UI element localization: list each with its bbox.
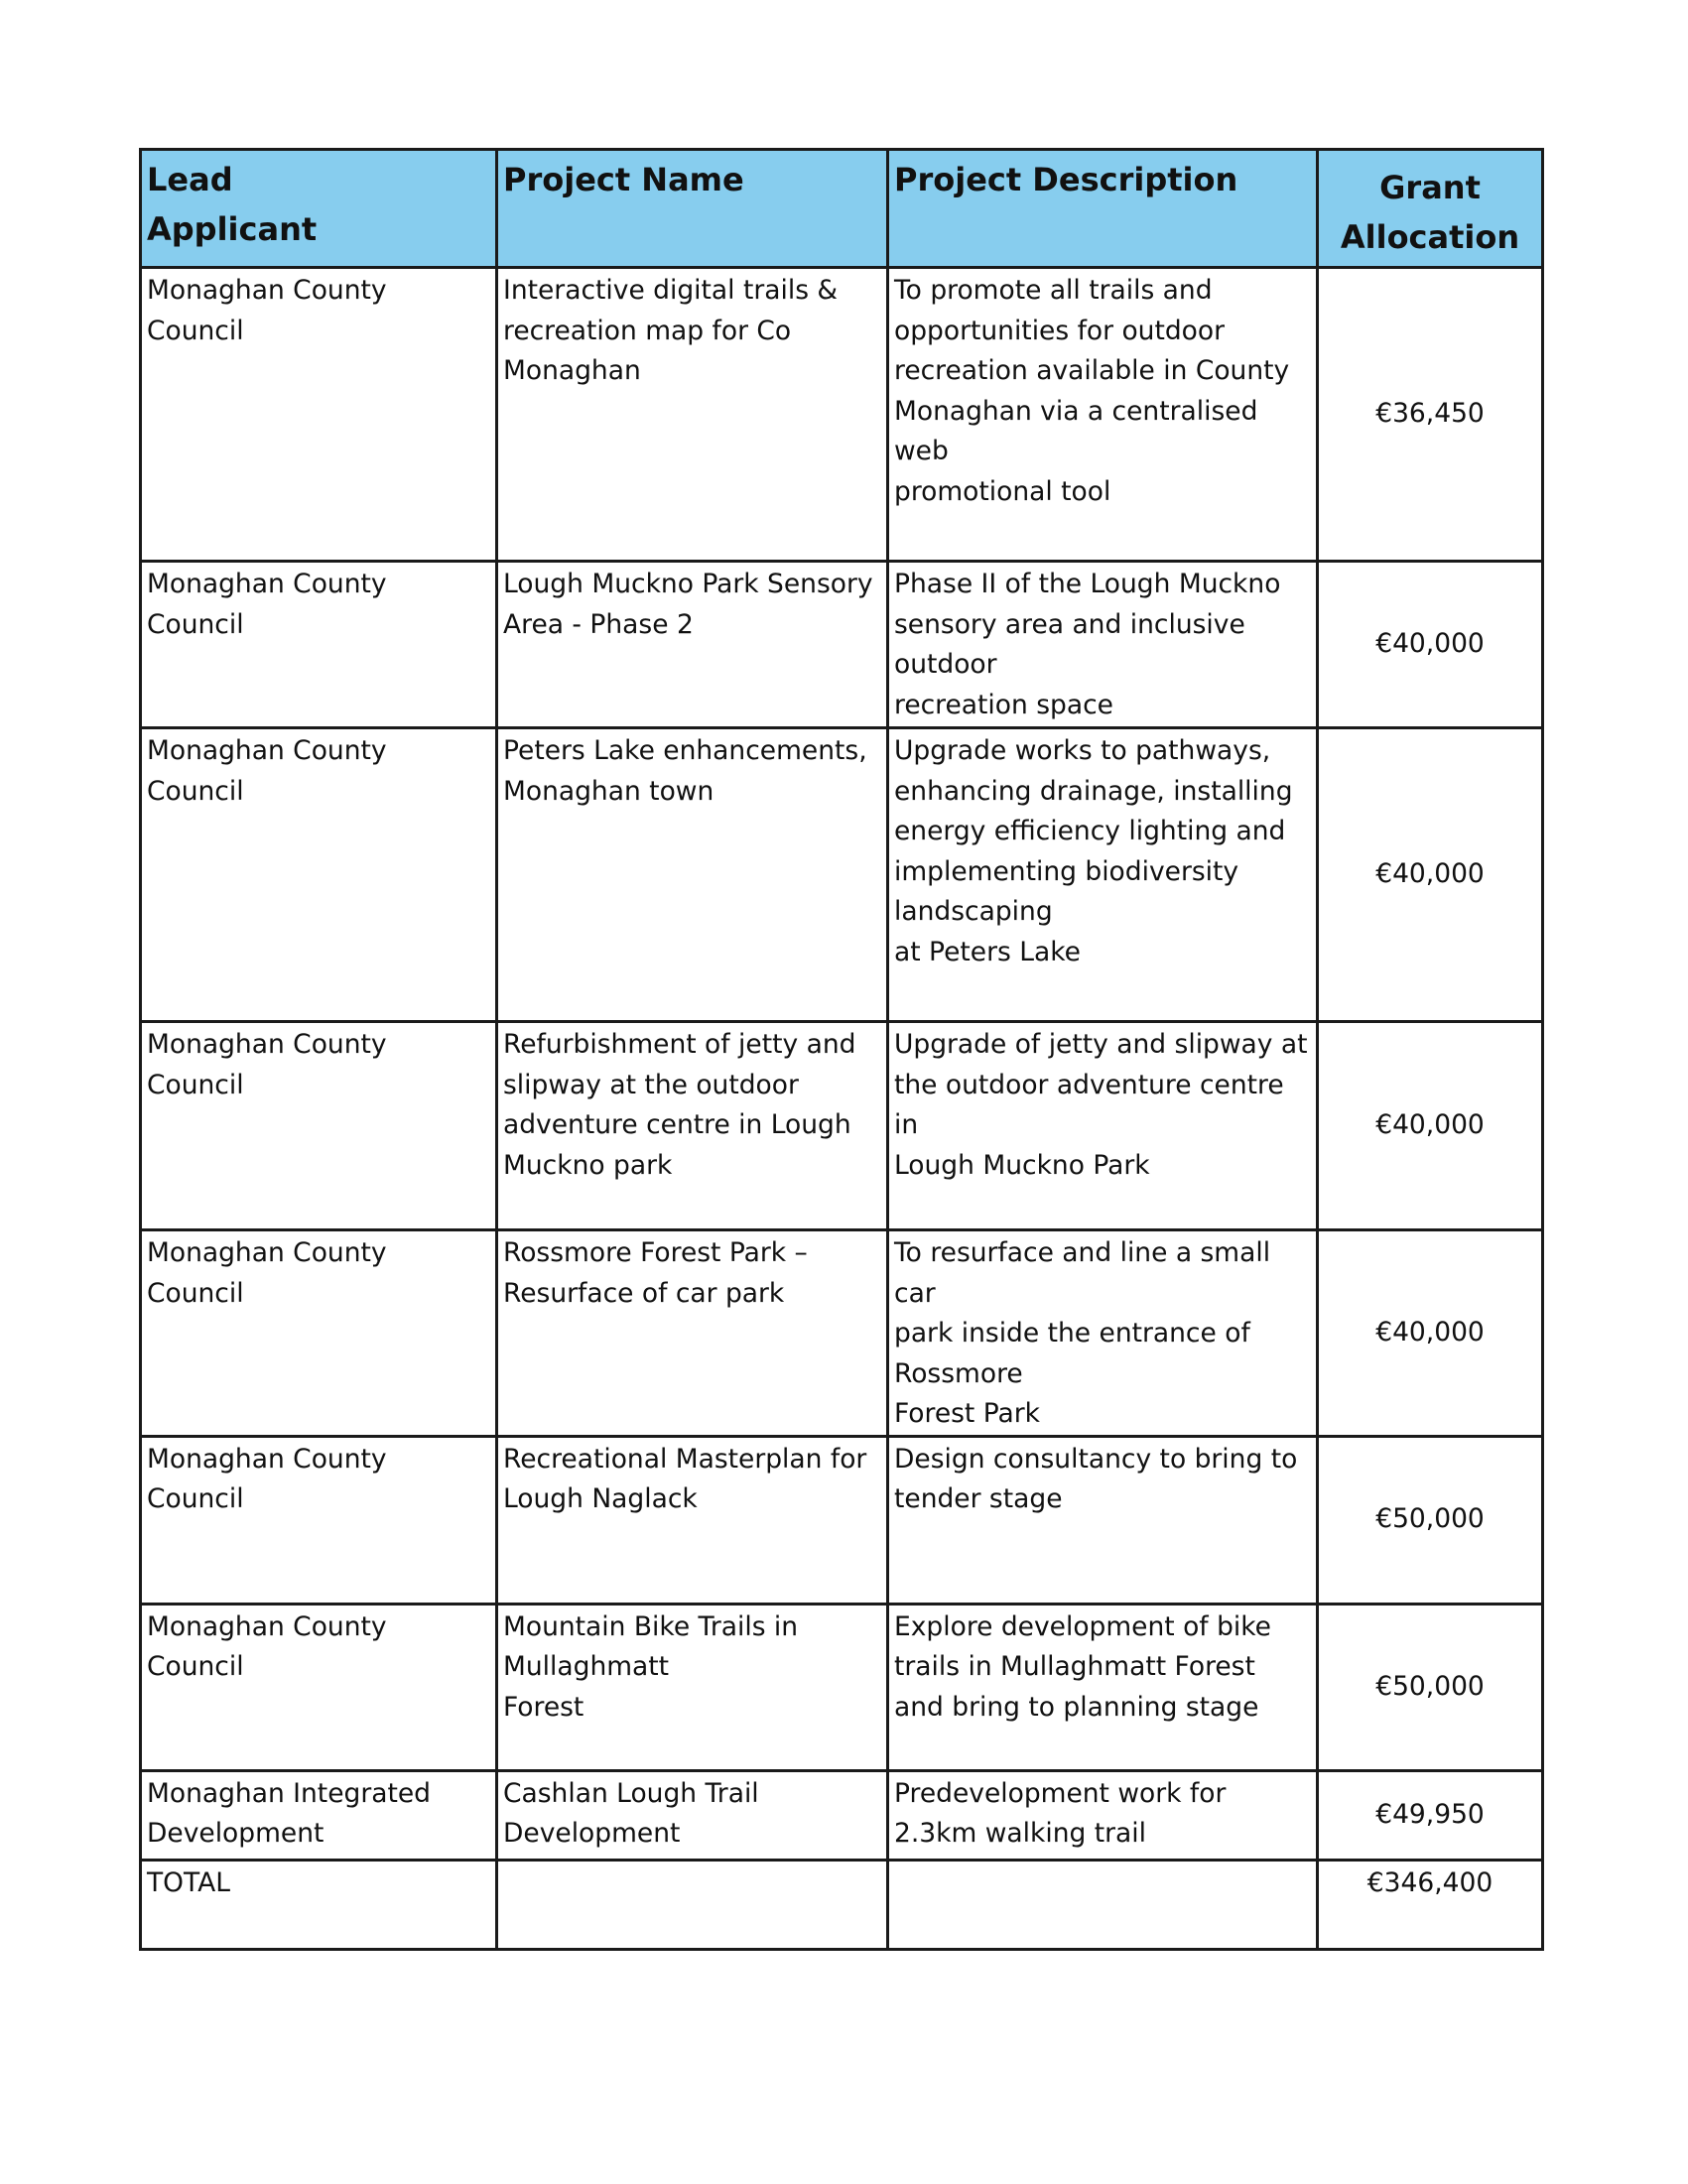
- cell-lead-applicant: Monaghan County Council: [141, 1230, 497, 1437]
- cell-project-name: Mountain Bike Trails in Mullaghmatt Forest: [497, 1604, 888, 1770]
- header-lead-applicant: Lead Applicant: [141, 150, 497, 268]
- cell-lead-applicant: Monaghan County Council: [141, 562, 497, 728]
- grant-allocation-table: [139, 148, 1544, 1951]
- cell-project-name: Lough Muckno Park Sensory Area - Phase 2: [497, 562, 888, 728]
- cell-lead-applicant: Monaghan County Council: [141, 1022, 497, 1230]
- cell-project-description: To promote all trails and opportunities for outdoor recreation available in County Monaghan via a centralised web promotional tool: [888, 268, 1318, 562]
- cell-grant-allocation: €40,000: [1318, 1022, 1543, 1230]
- cell-grant-allocation: €50,000: [1318, 1436, 1543, 1604]
- cell-lead-applicant: Monaghan County Council: [141, 268, 497, 562]
- cell-grant-allocation: €50,000: [1318, 1604, 1543, 1770]
- header-project-description: Project Description: [888, 150, 1318, 268]
- table-row: [141, 1770, 1543, 1860]
- cell-project-description: Phase II of the Lough Muckno sensory area and inclusive outdoor recreation space: [888, 562, 1318, 728]
- cell-project-name: Recreational Masterplan for Lough Naglack: [497, 1436, 888, 1604]
- cell-project-name: Interactive digital trails & recreation map for Co Monaghan: [497, 268, 888, 562]
- cell-project-description: Predevelopment work for 2.3km walking trail: [888, 1770, 1318, 1860]
- header-project-name: Project Name: [497, 150, 888, 268]
- cell-project-description: To resurface and line a small car park inside the entrance of Rossmore Forest Park: [888, 1230, 1318, 1437]
- cell-lead-applicant: Monaghan Integrated Development: [141, 1770, 497, 1860]
- cell-project-name: Peters Lake enhancements, Monaghan town: [497, 728, 888, 1022]
- cell-grant-allocation: €36,450: [1318, 268, 1543, 562]
- cell-lead-applicant: Monaghan County Council: [141, 1436, 497, 1604]
- total-label: TOTAL: [141, 1860, 497, 1949]
- table-row: [141, 728, 1543, 1022]
- table-row: [141, 562, 1543, 728]
- cell-project-name: Rossmore Forest Park – Resurface of car park: [497, 1230, 888, 1437]
- cell-project-description: Upgrade works to pathways, enhancing drainage, installing energy efficiency lighting and implementing biodiversity landscaping at Peters Lake: [888, 728, 1318, 1022]
- table-row: [141, 1604, 1543, 1770]
- total-grant-allocation: €346,400: [1318, 1860, 1543, 1949]
- total-project-description-empty: [888, 1860, 1318, 1949]
- cell-project-name: Cashlan Lough Trail Development: [497, 1770, 888, 1860]
- total-row: [141, 1860, 1543, 1949]
- cell-lead-applicant: Monaghan County Council: [141, 1604, 497, 1770]
- cell-grant-allocation: €49,950: [1318, 1770, 1543, 1860]
- cell-project-description: Design consultancy to bring to tender stage: [888, 1436, 1318, 1604]
- cell-grant-allocation: €40,000: [1318, 562, 1543, 728]
- header-grant-allocation: Grant Allocation: [1318, 150, 1543, 268]
- cell-grant-allocation: €40,000: [1318, 1230, 1543, 1437]
- table-row: [141, 1022, 1543, 1230]
- table-row: [141, 268, 1543, 562]
- cell-project-description: Upgrade of jetty and slipway at the outdoor adventure centre in Lough Muckno Park: [888, 1022, 1318, 1230]
- cell-lead-applicant: Monaghan County Council: [141, 728, 497, 1022]
- table-header-row: [141, 150, 1543, 268]
- table-row: [141, 1436, 1543, 1604]
- table-row: [141, 1230, 1543, 1437]
- total-project-name-empty: [497, 1860, 888, 1949]
- cell-project-name: Refurbishment of jetty and slipway at the outdoor adventure centre in Lough Muckno park: [497, 1022, 888, 1230]
- cell-project-description: Explore development of bike trails in Mullaghmatt Forest and bring to planning stage: [888, 1604, 1318, 1770]
- cell-grant-allocation: €40,000: [1318, 728, 1543, 1022]
